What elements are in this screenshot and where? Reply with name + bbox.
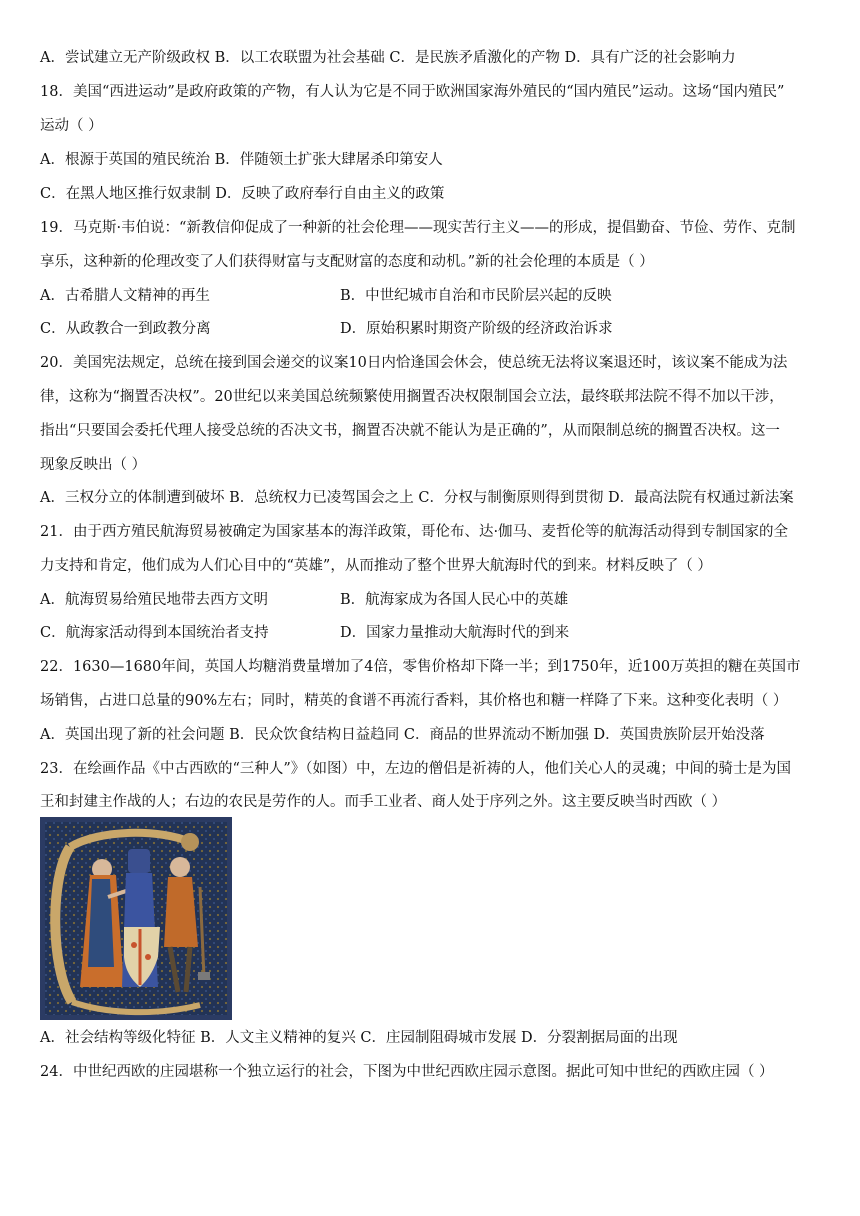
q19-stem-line-1: 19．马克斯·韦伯说：“新教信仰促成了一种新的社会伦理——现实苦行主义——的形成，提倡勤奋、节俭、劳作、克制 — [40, 220, 796, 236]
q21-option-d: D．国家力量推动大航海时代的到来 — [340, 625, 570, 641]
q18-stem-line-1: 18．美国“西进运动”是政府政策的产物，有人认为它是不同于欧洲国家海外殖民的“国内殖民”运动。这场“国内殖民” — [40, 84, 785, 100]
q19-option-a: A．古希腊人文精神的再生 — [40, 288, 210, 304]
three-estates-painting — [40, 817, 232, 1020]
q21-option-b: B．航海家成为各国人民心中的英雄 — [340, 592, 569, 608]
q19-option-b: B．中世纪城市自治和市民阶层兴起的反映 — [340, 288, 612, 304]
q24-stem-line-1: 24．中世纪西欧的庄园堪称一个独立运行的社会，下图为中世纪西欧庄园示意图。据此可知中世纪的西欧庄园（ ） — [40, 1064, 774, 1080]
q20-options: A．三权分立的体制遭到破坏 B．总统权力已凌驾国会之上 C．分权与制衡原则得到贯彻 D．最高法院有权通过新法案 — [40, 490, 794, 506]
q20-stem-line-1: 20．美国宪法规定，总统在接到国会递交的议案10日内恰逢国会休会，使总统无法将议案退还时，该议案不能成为法 — [40, 355, 788, 371]
medieval-illumination-image — [40, 817, 232, 1020]
q21-option-c: C．航海家活动得到本国统治者支持 — [40, 625, 269, 641]
q18-options-line-1: A．根源于英国的殖民统治 B．伴随领土扩张大肆屠杀印第安人 — [40, 152, 443, 168]
q23-options: A．社会结构等级化特征 B．人文主义精神的复兴 C．庄园制阻碍城市发展 D．分裂割据局面的出现 — [40, 1030, 678, 1046]
q21-option-a: A．航海贸易给殖民地带去西方文明 — [40, 592, 268, 608]
q22-options: A．英国出现了新的社会问题 B．民众饮食结构日益趋同 C．商品的世界流动不断加强 D．英国贵族阶层开始没落 — [40, 727, 765, 743]
q23-stem-line-1: 23．在绘画作品《中古西欧的“三种人”》（如图）中，左边的僧侣是祈祷的人，他们关心人的灵魂；中间的骑士是为国 — [40, 761, 792, 777]
q21-stem-line-1: 21．由于西方殖民航海贸易被确定为国家基本的海洋政策，哥伦布、达·伽马、麦哲伦等的航海活动得到专制国家的全 — [40, 524, 789, 540]
q22-stem-line-2: 场销售，占进口总量的90%左右；同时，精英的食谱不再流行香料，其价格也和糖一样降了下来。这种变化表明（ ） — [40, 693, 788, 709]
q20-stem-line-2: 律，这称为“搁置否决权”。20世纪以来美国总统频繁使用搁置否决权限制国会立法，最终联邦法院不得不加以干涉， — [40, 389, 784, 405]
q20-stem-line-3: 指出“只要国会委托代理人接受总统的否决文书，搁置否决就不能认为是正确的”，从而限制总统的搁置否决权。这一 — [40, 423, 780, 439]
q19-stem-line-2: 享乐，这种新的伦理改变了人们获得财富与支配财富的态度和动机。”新的社会伦理的本质是（ ） — [40, 254, 654, 270]
q23-stem-line-2: 王和封建主作战的人；右边的农民是劳作的人。而手工业者、商人处于序列之外。这主要反映当时西欧（ ） — [40, 794, 727, 810]
q20-stem-line-4: 现象反映出（ ） — [40, 457, 147, 473]
q18-stem-line-2: 运动（ ） — [40, 118, 103, 134]
q18-options-line-2: C．在黑人地区推行奴隶制 D．反映了政府奉行自由主义的政策 — [40, 186, 445, 202]
q19-option-d: D．原始积累时期资产阶级的经济政治诉求 — [340, 321, 613, 337]
q22-stem-line-1: 22．1630—1680年间，英国人均糖消费量增加了4倍，零售价格却下降一半；到1750年，近100万英担的糖在英国市 — [40, 659, 801, 675]
q21-stem-line-2: 力支持和肯定，他们成为人们心目中的“英雄”，从而推动了整个世界大航海时代的到来。材料反映了（ ） — [40, 558, 712, 574]
q17-options: A．尝试建立无产阶级政权 B．以工农联盟为社会基础 C．是民族矛盾激化的产物 D．具有广泛的社会影响力 — [40, 50, 736, 66]
q19-option-c: C．从政教合一到政教分离 — [40, 321, 211, 337]
